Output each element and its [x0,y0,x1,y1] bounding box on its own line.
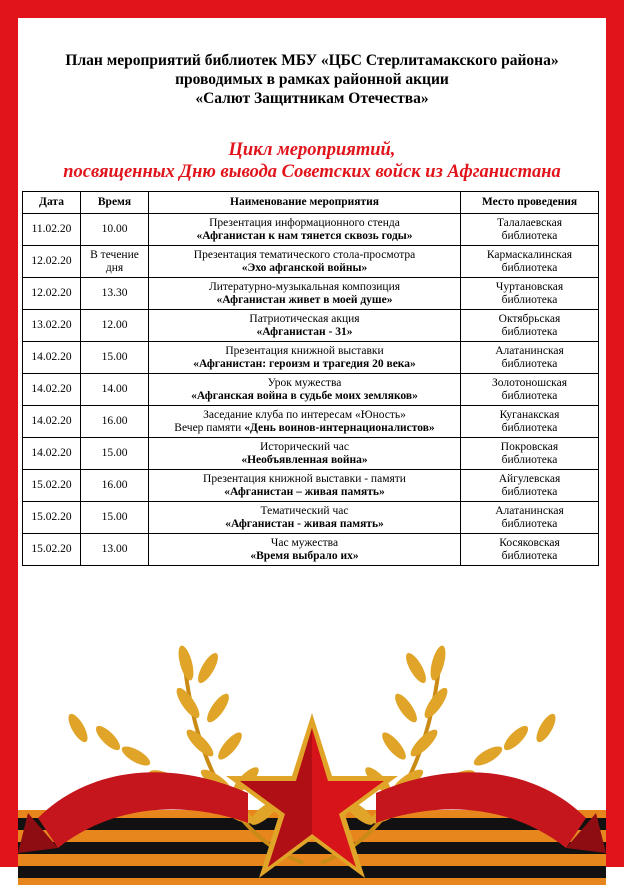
cell-date: 14.02.20 [23,374,81,406]
cell-place [461,438,599,470]
table-row [23,278,599,310]
place-type: библиотека [501,389,558,402]
event-title-line [151,294,458,307]
place-name: Айгулевская [498,472,561,485]
subtitle-line-1: Цикл мероприятий, [228,140,396,160]
event-title: «Эхо афганской войны» [241,261,368,274]
event-title: «Время выбрало их» [250,549,359,562]
event-title-line [151,454,458,467]
table-row [23,246,599,278]
cell-place [461,342,599,374]
event-type: Час мужества [270,536,339,549]
place-type: библиотека [501,229,558,242]
cell-date: 12.02.20 [23,246,81,278]
event-title: «Афганистан - живая память» [225,517,384,530]
table-row [23,310,599,342]
table-row [23,342,599,374]
event-title: «Афганистан - 31» [256,325,353,338]
place-name: Кармаскалинская [486,248,573,261]
event-title-line [151,326,458,339]
table-body [23,214,599,566]
cell-time: 16.00 [81,406,149,438]
table-row [23,214,599,246]
col-header-place: Место проведения [461,192,599,214]
table-row [23,534,599,566]
col-header-date: Дата [23,192,81,214]
place-name: Алатанинская [495,504,564,517]
events-table [22,191,599,566]
cell-event [149,438,461,470]
cell-event [149,534,461,566]
event-title-prefix: Вечер памяти [174,421,245,434]
cell-event [149,246,461,278]
cell-place [461,534,599,566]
header-line-1: План мероприятий библиотек МБУ «ЦБС Стерлитамакского района» [65,52,559,69]
place-type: библиотека [501,485,558,498]
cell-date: 14.02.20 [23,406,81,438]
event-title-line [151,518,458,531]
place-type: библиотека [501,357,558,370]
event-title-line [151,550,458,563]
cell-time: 14.00 [81,374,149,406]
event-title-line [151,486,458,499]
place-type: библиотека [501,517,558,530]
place-type: библиотека [501,549,558,562]
header-line-3: «Салют Защитникам Отечества» [195,90,429,107]
cell-date: 15.02.20 [23,502,81,534]
table-row [23,470,599,502]
cell-place [461,374,599,406]
table-row [23,406,599,438]
place-type: библиотека [501,325,558,338]
cell-time: 15.00 [81,502,149,534]
table-row [23,438,599,470]
event-title-line [151,358,458,371]
cell-time: 16.00 [81,470,149,502]
cell-date: 13.02.20 [23,310,81,342]
victory-emblem [18,618,606,885]
subtitle [18,139,606,183]
event-type: Презентация информационного стенда [209,216,400,229]
cell-date: 12.02.20 [23,278,81,310]
cell-event [149,278,461,310]
table-header-row [23,192,599,214]
cell-place [461,470,599,502]
event-type: Литературно-музыкальная композиция [208,280,401,293]
cell-place [461,278,599,310]
cell-event [149,310,461,342]
place-type: библиотека [501,421,558,434]
cell-time: 13.00 [81,534,149,566]
cell-place [461,246,599,278]
event-title: «День воинов-интернационалистов» [244,421,435,434]
place-name: Куганакская [499,408,560,421]
cell-event [149,374,461,406]
place-name: Золотоношская [492,376,567,389]
event-type: Презентация тематического стола-просмотра [193,248,416,261]
event-type: Презентация книжной выставки - памяти [203,472,406,485]
table-row [23,502,599,534]
cell-date: 14.02.20 [23,438,81,470]
event-title-line [151,230,458,243]
cell-time: 12.00 [81,310,149,342]
event-type: Урок мужества [267,376,342,389]
table-row [23,374,599,406]
cell-event [149,470,461,502]
cell-time: 13.30 [81,278,149,310]
header-line-2: проводимых в рамках районной акции [175,71,449,88]
event-title-line [151,390,458,403]
event-type: Исторический час [260,440,349,453]
event-title: «Афганистан: героизм и трагедия 20 века» [193,357,416,370]
event-type: Тематический час [260,504,349,517]
event-title: «Афганистан к нам тянется сквозь годы» [196,229,413,242]
place-type: библиотека [501,453,558,466]
event-title-line [151,422,458,435]
event-title: «Афганская война в судьбе моих земляков» [191,389,418,402]
cell-date: 15.02.20 [23,534,81,566]
subtitle-line-2: посвященных Дню вывода Советских войск из Афганистана [63,162,561,182]
cell-place [461,406,599,438]
place-name: Косяковская [499,536,560,549]
cell-place [461,214,599,246]
place-type: библиотека [501,261,558,274]
cell-time: 15.00 [81,438,149,470]
col-header-time: Время [81,192,149,214]
event-title: «Афганистан – живая память» [224,485,385,498]
event-title: «Афганистан живет в моей душе» [216,293,393,306]
cell-place [461,310,599,342]
place-name: Талалаевская [496,216,563,229]
place-name: Чуртановская [495,280,564,293]
cell-date: 15.02.20 [23,470,81,502]
event-type: Патриотическая акция [249,312,360,325]
place-name: Покровская [500,440,559,453]
cell-time: 15.00 [81,342,149,374]
cell-event [149,342,461,374]
event-type: Заседание клуба по интересам «Юность» [203,408,406,421]
cell-date: 11.02.20 [23,214,81,246]
cell-time: 10.00 [81,214,149,246]
cell-event [149,214,461,246]
cell-place [461,502,599,534]
col-header-event: Наименование мероприятия [149,192,461,214]
place-name: Октябрьская [498,312,561,325]
header [18,51,606,108]
cell-event [149,502,461,534]
cell-time: В течение дня [81,246,149,278]
event-title-line [151,262,458,275]
cell-event [149,406,461,438]
cell-date: 14.02.20 [23,342,81,374]
event-type: Презентация книжной выставки [225,344,384,357]
event-title: «Необъявленная война» [241,453,368,466]
place-name: Алатанинская [495,344,564,357]
place-type: библиотека [501,293,558,306]
